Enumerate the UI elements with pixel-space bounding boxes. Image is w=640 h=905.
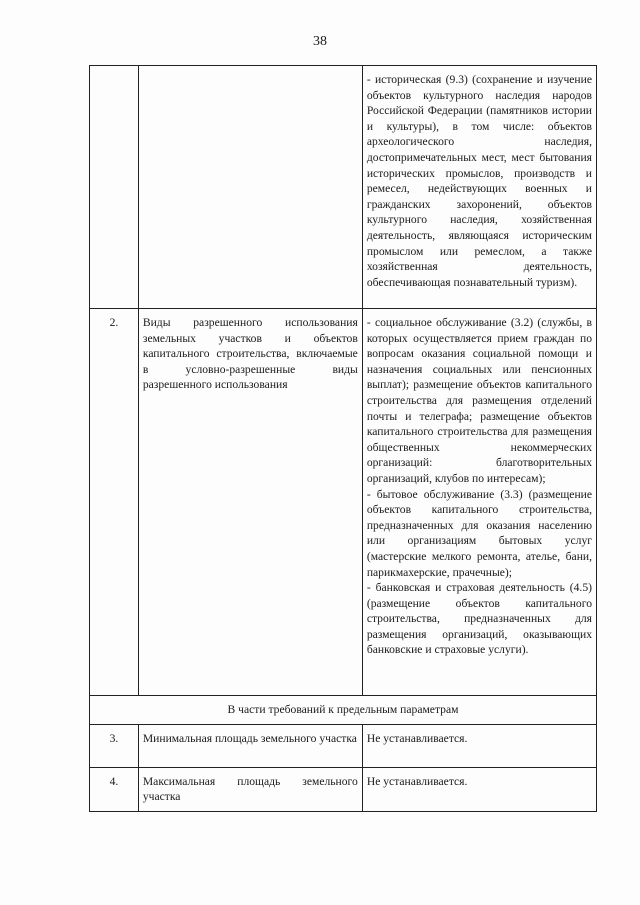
row-description-cell — [362, 66, 596, 309]
row-number-cell — [90, 66, 139, 309]
row-number-cell: 3. — [90, 724, 139, 767]
row-name-cell: Максимальная площадь земельного участка — [138, 767, 362, 811]
row-name-cell — [138, 66, 362, 309]
description-paragraph: - бытовое обслуживание (3.3) (размещение объектов капитального строительства, предназначенных для оказания населению или организациям бытовых услуг (мастерские мелкого ремонта, ателье, бани, парикмахерские, прачечные); — [366, 487, 592, 579]
row-name-cell: Виды разрешенного использования земельных участков и объектов капитального строительства, включаемые в условно-разрешенные виды разрешенного использования — [138, 309, 362, 696]
description-paragraph: - социальное обслуживание (3.2) (службы, в которых осуществляется прием граждан по вопросам оказания социальной помощи и назначения социальных или пенсионных выплат); размещение объектов капитального строительства для размещения отделений почты и телеграфа; размещение объектов капитального строительства для размещения общественных некоммерческих организаций: благотворительных организаций, клубов по интересам); — [366, 316, 592, 485]
row-description-cell — [362, 309, 596, 696]
row-value-cell: Не устанавливается. — [362, 767, 596, 811]
table-row — [90, 724, 597, 767]
requirements-table — [89, 65, 597, 812]
section-header-row — [90, 696, 597, 725]
row-number-cell: 2. — [90, 309, 139, 696]
page-number: 38 — [313, 34, 327, 49]
description-paragraph: - банковская и страховая деятельность (4.5) (размещение объектов капитального строительства, предназначенных для размещения организаций, оказывающих банковские и страховые услуги). — [366, 581, 592, 657]
table-row — [90, 767, 597, 811]
description-paragraph: - историческая (9.3) (сохранение и изучение объектов культурного наследия народов Российской Федерации (памятников истории и культуры), в том числе: объектов археологического наследия, достопримечательных мест, мест бытования исторических промыслов, производств и ремесел, недействующих военных и гражданских захоронений, объектов культурного наследия, хозяйственная деятельность, являющаяся историческим промыслом или ремеслом, а также хозяйственная деятельность, обеспечивающая познавательный туризм). — [366, 73, 592, 289]
row-number-cell: 4. — [90, 767, 139, 811]
table-row — [90, 309, 597, 696]
section-header: В части требований к предельным параметрам — [90, 696, 597, 725]
row-name-cell: Минимальная площадь земельного участка — [138, 724, 362, 767]
row-value-cell: Не устанавливается. — [362, 724, 596, 767]
table-row — [90, 66, 597, 309]
